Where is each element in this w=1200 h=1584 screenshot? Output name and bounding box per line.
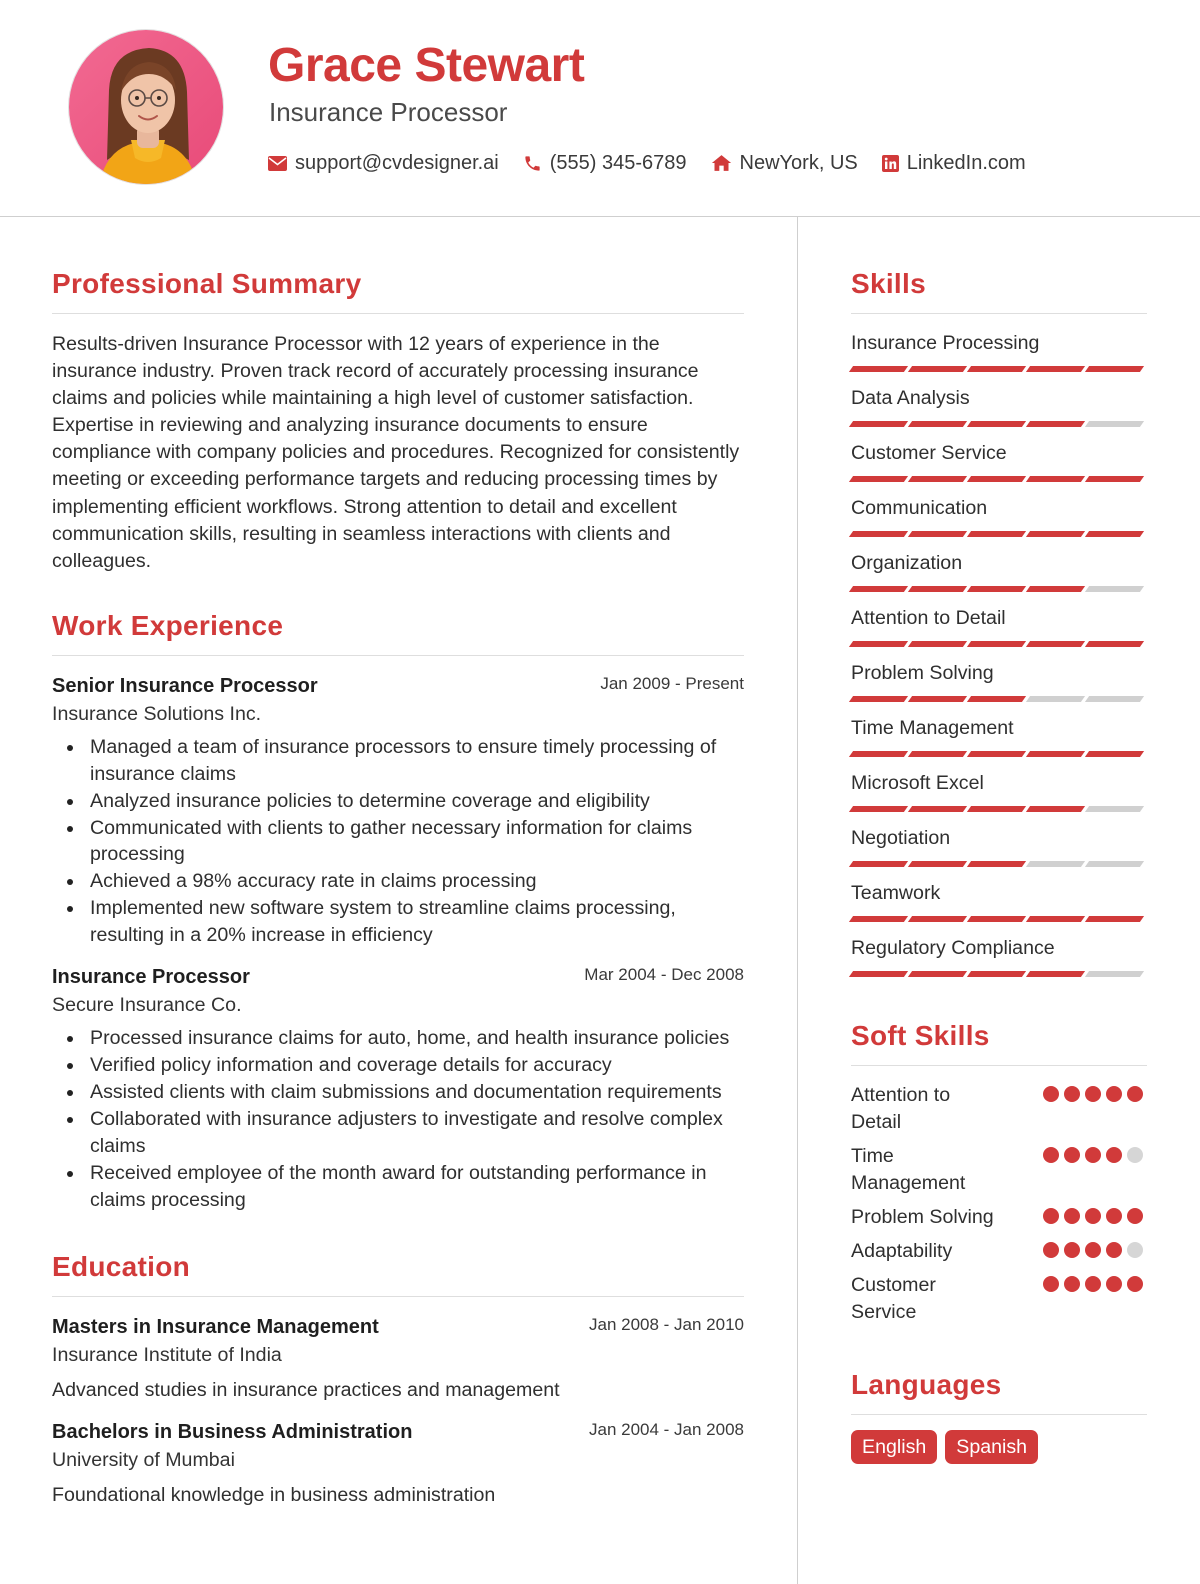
skill-name: Communication [851,497,988,519]
skill-level-segment [1026,641,1085,647]
skill-level-segment [1026,916,1085,922]
skill-name: Data Analysis [851,387,970,409]
contact-location [711,152,858,175]
soft-skill-rating [1043,1086,1143,1102]
section-divider [52,655,744,656]
languages-section [851,1365,1147,1464]
side-column [851,264,1147,1464]
skill-level-segment [1026,531,1085,537]
skill-level-segment [908,366,967,372]
soft-skills-heading: Soft Skills [851,1020,990,1051]
skill-level-bar [851,696,1147,702]
contact-phone-text: (555) 345-6789 [549,151,687,174]
bullet-item: Communicated with clients to gather necessary information for claims processing [52,815,744,869]
skill-level-segment [908,586,967,592]
bullet-item: Collaborated with insurance adjusters to investigate and resolve complex claims [52,1106,744,1160]
bullet-item: Verified policy information and coverage details for accuracy [52,1052,744,1079]
rating-dot [1085,1208,1101,1224]
language-tag: English [851,1430,937,1464]
skill-level-segment [849,806,908,812]
skills-section [851,264,1147,977]
soft-skill-name: Time Management [851,1145,966,1194]
rating-dot [1085,1242,1101,1258]
skill-name: Time Management [851,717,1014,739]
skill-item [851,880,1147,922]
skill-level-segment [849,421,908,427]
skill-level-segment [967,641,1026,647]
skill-item [851,770,1147,812]
skill-level-segment [849,971,908,977]
skill-item [851,550,1147,592]
language-tag: Spanish [945,1430,1038,1464]
rating-dot [1106,1147,1122,1163]
skill-level-segment [967,806,1026,812]
language-tags [851,1430,1147,1464]
skill-level-segment [908,421,967,427]
skill-level-segment [967,751,1026,757]
skill-name: Regulatory Compliance [851,937,1055,959]
skill-level-segment [849,916,908,922]
job-company: Insurance Solutions Inc. [52,702,262,725]
skill-name: Negotiation [851,827,951,849]
rating-dot [1127,1208,1143,1224]
summary-section [52,264,744,575]
job-title: Insurance Processor [52,966,250,989]
soft-skill-item [851,1082,1147,1136]
skill-level-segment [1085,751,1144,757]
skill-level-segment [1085,366,1144,372]
soft-skill-item [851,1272,1147,1326]
experience-section [52,606,744,1214]
education-entry [52,1313,744,1404]
skill-level-segment [1026,971,1085,977]
skill-level-bar [851,641,1147,647]
skill-level-segment [1085,916,1144,922]
skill-item [851,495,1147,537]
bullet-item: Analyzed insurance policies to determine coverage and eligibility [52,788,744,815]
skill-level-segment [908,751,967,757]
degree-title: Masters in Insurance Management [52,1316,379,1339]
rating-dot [1127,1147,1143,1163]
skill-level-segment [1085,861,1144,867]
job-dates: Mar 2004 - Dec 2008 [584,965,744,985]
skill-level-segment [1085,421,1144,427]
education-description: Foundational knowledge in business administration [52,1484,496,1507]
skill-name: Teamwork [851,882,941,904]
education-description: Advanced studies in insurance practices and management [52,1379,560,1402]
education-section [52,1247,744,1509]
main-column [52,264,744,1509]
skill-level-segment [908,861,967,867]
soft-skills-section [851,1016,1147,1326]
skill-level-segment [849,861,908,867]
skill-level-segment [1085,476,1144,482]
skill-level-segment [967,971,1026,977]
section-divider [851,313,1147,314]
contact-linkedin-text: LinkedIn.com [906,151,1026,174]
skill-name: Attention to Detail [851,607,1006,629]
soft-skill-rating [1043,1242,1143,1258]
skill-item [851,330,1147,372]
bullet-item: Processed insurance claims for auto, home, and health insurance policies [52,1025,744,1052]
bullet-item: Implemented new software system to streamline claims processing, resulting in a 20% increase in efficiency [52,895,744,949]
skill-item [851,660,1147,702]
envelope-icon [268,156,287,171]
section-divider [851,1414,1147,1415]
skill-level-bar [851,366,1147,372]
soft-skill-item [851,1204,1147,1231]
skill-level-segment [967,421,1026,427]
education-dates: Jan 2008 - Jan 2010 [588,1315,744,1335]
job-bullets [52,734,744,949]
contact-list [268,148,1026,178]
skill-level-segment [849,751,908,757]
skill-name: Organization [851,552,963,574]
rating-dot [1085,1147,1101,1163]
skill-level-segment [1085,531,1144,537]
soft-skill-item [851,1238,1147,1265]
skill-level-segment [1026,751,1085,757]
job-title: Senior Insurance Processor [52,674,318,697]
skill-item [851,825,1147,867]
bullet-item: Achieved a 98% accuracy rate in claims processing [52,868,744,895]
rating-dot [1043,1242,1059,1258]
skill-level-segment [849,476,908,482]
skill-level-bar [851,531,1147,537]
skill-level-segment [1026,806,1085,812]
skill-name: Problem Solving [851,662,994,684]
rating-dot [1064,1086,1080,1102]
skill-item [851,715,1147,757]
soft-skill-name: Problem Solving [851,1206,994,1228]
soft-skill-rating [1043,1147,1143,1163]
skill-level-segment [908,806,967,812]
bullet-item: Managed a team of insurance processors to ensure timely processing of insurance claims [52,734,744,788]
skill-level-bar [851,861,1147,867]
job-company: Secure Insurance Co. [52,994,242,1017]
contact-email-text: support@cvdesigner.ai [295,151,499,174]
rating-dot [1127,1242,1143,1258]
rating-dot [1106,1242,1122,1258]
section-divider [52,313,744,314]
skill-item [851,935,1147,977]
skill-item [851,440,1147,482]
skill-name: Microsoft Excel [851,772,984,794]
skill-level-bar [851,806,1147,812]
skill-level-segment [967,531,1026,537]
resume-header [0,0,1200,217]
rating-dot [1127,1086,1143,1102]
skill-level-segment [1026,696,1085,702]
school-name: Insurance Institute of India [52,1344,282,1367]
skill-level-segment [908,696,967,702]
education-entry [52,1418,744,1509]
skill-level-bar [851,586,1147,592]
skill-level-segment [967,916,1026,922]
skill-level-segment [1026,861,1085,867]
soft-skill-rating [1043,1208,1143,1224]
soft-skills-list [851,1082,1147,1326]
rating-dot [1085,1086,1101,1102]
skill-level-segment [849,531,908,537]
skill-level-segment [849,586,908,592]
skill-level-segment [967,366,1026,372]
column-divider [797,217,798,1584]
skill-level-segment [967,476,1026,482]
bullet-item: Received employee of the month award for outstanding performance in claims processing [52,1160,744,1214]
soft-skill-item [851,1143,1147,1197]
skill-level-segment [1085,806,1144,812]
education-heading: Education [52,1251,191,1283]
contact-email[interactable] [268,152,499,175]
contact-phone[interactable] [523,152,687,175]
skill-level-segment [908,476,967,482]
job-dates: Jan 2009 - Present [600,673,744,693]
skill-level-segment [908,916,967,922]
skill-level-segment [849,641,908,647]
home-icon [711,154,732,172]
soft-skill-rating [1043,1276,1143,1292]
rating-dot [1064,1147,1080,1163]
degree-title: Bachelors in Business Administration [52,1421,413,1444]
skill-level-segment [967,696,1026,702]
rating-dot [1064,1208,1080,1224]
skill-level-bar [851,421,1147,427]
skill-level-segment [967,586,1026,592]
skill-level-segment [1026,421,1085,427]
skill-item [851,385,1147,427]
rating-dot [1043,1276,1059,1292]
languages-heading: Languages [851,1369,1002,1400]
school-name: University of Mumbai [52,1449,235,1472]
rating-dot [1064,1276,1080,1292]
skill-level-segment [967,861,1026,867]
soft-skill-name: Adaptability [851,1240,953,1262]
phone-icon [523,154,542,173]
bullet-item: Assisted clients with claim submissions and documentation requirements [52,1079,744,1106]
skill-level-segment [908,641,967,647]
candidate-name: Grace Stewart [268,39,585,92]
section-divider [851,1065,1147,1066]
skills-heading: Skills [851,268,926,299]
contact-location-text: NewYork, US [739,151,858,174]
soft-skill-name: Attention to Detail [851,1084,951,1133]
job-bullets [52,1025,744,1213]
job-entry [52,963,744,1213]
avatar [68,29,224,185]
rating-dot [1127,1276,1143,1292]
rating-dot [1043,1086,1059,1102]
skill-level-segment [849,696,908,702]
skill-level-bar [851,916,1147,922]
rating-dot [1043,1147,1059,1163]
skill-level-segment [849,366,908,372]
skill-level-segment [1085,586,1144,592]
skill-level-bar [851,971,1147,977]
experience-heading: Work Experience [52,609,284,641]
education-dates: Jan 2004 - Jan 2008 [588,1420,744,1440]
rating-dot [1064,1242,1080,1258]
candidate-title: Insurance Processor [269,97,508,127]
skill-name: Customer Service [851,442,1007,464]
rating-dot [1106,1276,1122,1292]
summary-text: Results-driven Insurance Processor with 12 years of experience in the insurance industry. Proven track record of accurately processing insurance claims and policies while maintaining a high level of customer satisfaction. Expertise in reviewing and analyzing insurance documents to ensure compliance with company policies and procedures. Recognized for consistently meeting or exceeding performance targets and reducing processing times by implementing efficient workflows. Strong attention to detail and excellent communication skills, resulting in seamless interactions with clients and colleagues. [52,333,740,572]
skill-level-segment [908,531,967,537]
skill-level-bar [851,751,1147,757]
skill-name: Insurance Processing [851,332,1040,354]
section-divider [52,1296,744,1297]
summary-heading: Professional Summary [52,268,362,299]
skill-level-segment [1085,696,1144,702]
soft-skill-name: Customer Service [851,1274,936,1323]
skill-level-segment [1085,641,1144,647]
skill-item [851,605,1147,647]
skill-level-segment [1026,366,1085,372]
rating-dot [1106,1208,1122,1224]
job-entry [52,672,744,949]
skill-level-segment [908,971,967,977]
skill-level-segment [1026,476,1085,482]
linkedin-icon [882,155,899,172]
skill-level-bar [851,476,1147,482]
rating-dot [1085,1276,1101,1292]
rating-dot [1043,1208,1059,1224]
skills-list [851,330,1147,977]
skill-level-segment [1026,586,1085,592]
contact-linkedin[interactable] [882,152,1026,175]
skill-level-segment [1085,971,1144,977]
rating-dot [1106,1086,1122,1102]
